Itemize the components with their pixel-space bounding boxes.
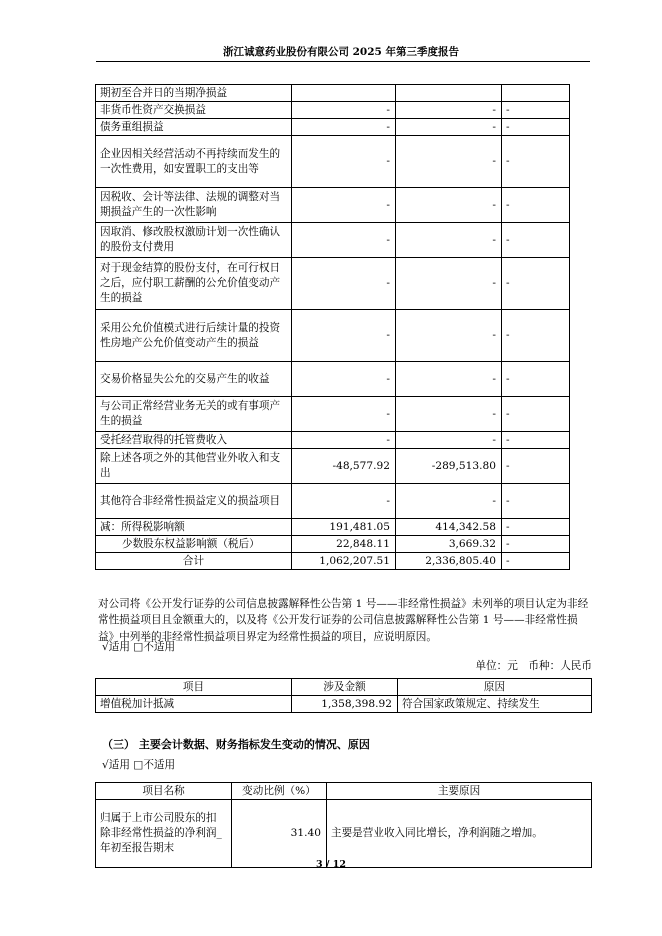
- row-label-cell: 交易价格显失公允的交易产生的收益: [96, 362, 292, 397]
- table-row: [96, 432, 570, 449]
- table-header-cell: 项目名称: [96, 783, 232, 800]
- table-header-cell: 原因: [398, 679, 592, 696]
- table-row: [96, 449, 570, 484]
- value-cell: -: [396, 362, 502, 397]
- value-cell: [292, 85, 396, 102]
- table-header-cell: 涉及金额: [292, 679, 398, 696]
- value-cell: -: [292, 119, 396, 136]
- value-cell: 22,848.11: [292, 536, 396, 553]
- row-label-cell: 除上述各项之外的其他营业外收入和支出: [96, 449, 292, 484]
- table-row: [96, 362, 570, 397]
- value-cell: -: [292, 188, 396, 223]
- row-label-cell: 非货币性资产交换损益: [96, 102, 292, 119]
- applicability-checkbox-line: √适用 □不适用: [102, 759, 176, 771]
- value-cell: [396, 85, 502, 102]
- value-cell: -: [396, 119, 502, 136]
- value-cell: 2,336,805.40: [396, 553, 502, 570]
- value-cell: -: [396, 258, 502, 310]
- table-row: [96, 258, 570, 310]
- table-row: [96, 102, 570, 119]
- table-row: [96, 188, 570, 223]
- value-cell: -: [292, 310, 396, 362]
- table-cell: 归属于上市公司股东的扣除非经常性损益的净利润_年初至报告期末: [96, 800, 232, 868]
- row-label-cell: 少数股东权益影响额（税后）: [96, 536, 292, 553]
- row-label-cell: 采用公允价值模式进行后续计量的投资性房地产公允价值变动产生的损益: [96, 310, 292, 362]
- value-cell: 1,062,207.51: [292, 553, 396, 570]
- row-label-cell: 因取消、修改股权激励计划一次性确认的股份支付费用: [96, 223, 292, 258]
- value-cell: -48,577.92: [292, 449, 396, 484]
- table-cell: 增值税加计抵减: [96, 696, 292, 713]
- change-reason-table: [95, 782, 592, 868]
- value-cell: -: [396, 397, 502, 432]
- value-cell: -: [396, 188, 502, 223]
- header-divider: [96, 61, 590, 62]
- table-row: [96, 119, 570, 136]
- table-row: [96, 536, 570, 553]
- value-cell: [502, 85, 570, 102]
- value-cell: -: [502, 136, 570, 188]
- row-label-cell: 因税收、会计等法律、法规的调整对当期损益产生的一次性影响: [96, 188, 292, 223]
- table-row: [96, 136, 570, 188]
- value-cell: -: [292, 484, 396, 519]
- row-label-cell: 减：所得税影响额: [96, 519, 292, 536]
- value-cell: -: [292, 258, 396, 310]
- row-label-cell: 对于现金结算的股份支付，在可行权日之后，应付职工薪酬的公允价值变动产生的损益: [96, 258, 292, 310]
- table-header-cell: 变动比例（%）: [232, 783, 327, 800]
- value-cell: -: [396, 310, 502, 362]
- table-row: [96, 223, 570, 258]
- table-header-cell: 项目: [96, 679, 292, 696]
- value-cell: -: [502, 484, 570, 519]
- value-cell: -: [396, 223, 502, 258]
- value-cell: -: [396, 136, 502, 188]
- value-cell: -: [502, 432, 570, 449]
- page-header-title: 浙江诚意药业股份有限公司 2025 年第三季度报告: [222, 46, 460, 58]
- value-cell: -: [396, 484, 502, 519]
- value-cell: -: [502, 188, 570, 223]
- table-row: [96, 397, 570, 432]
- value-cell: -: [292, 397, 396, 432]
- value-cell: -: [502, 553, 570, 570]
- value-cell: -289,513.80: [396, 449, 502, 484]
- value-cell: -: [502, 397, 570, 432]
- table-cell: 主要是营业收入同比增长，净利润随之增加。: [327, 800, 592, 868]
- value-cell: -: [502, 223, 570, 258]
- value-cell: 3,669.32: [396, 536, 502, 553]
- table-row: [96, 310, 570, 362]
- value-cell: -: [502, 102, 570, 119]
- page-number: 3 / 12: [316, 859, 346, 870]
- value-cell: -: [396, 432, 502, 449]
- value-cell: -: [292, 362, 396, 397]
- section-heading: （三） 主要会计数据、财务指标发生变动的情况、原因: [102, 738, 370, 751]
- value-cell: -: [502, 362, 570, 397]
- table-cell: 符合国家政策规定、持续发生: [398, 696, 592, 713]
- unit-currency-line: 单位：元 币种：人民币: [475, 660, 592, 672]
- row-label-cell: 与公司正常经营业务无关的或有事项产生的损益: [96, 397, 292, 432]
- value-cell: -: [292, 102, 396, 119]
- table-row: [96, 85, 570, 102]
- applicability-checkbox-line: √适用 □不适用: [102, 641, 176, 653]
- value-cell: -: [292, 223, 396, 258]
- value-cell: -: [502, 310, 570, 362]
- value-cell: -: [292, 432, 396, 449]
- non-recurring-items-table: [95, 84, 570, 570]
- table-header-cell: 主要原因: [327, 783, 592, 800]
- value-cell: 414,342.58: [396, 519, 502, 536]
- value-cell: -: [502, 258, 570, 310]
- row-label-cell: 期初至合并日的当期净损益: [96, 85, 292, 102]
- recurring-item-table: [95, 678, 592, 713]
- row-label-cell: 合计: [96, 553, 292, 570]
- row-label-cell: 其他符合非经常性损益定义的损益项目: [96, 484, 292, 519]
- table-row: [96, 553, 570, 570]
- value-cell: -: [396, 102, 502, 119]
- table-row: [96, 484, 570, 519]
- value-cell: -: [502, 449, 570, 484]
- table-cell: 1,358,398.92: [292, 696, 398, 713]
- row-label-cell: 受托经营取得的托管费收入: [96, 432, 292, 449]
- row-label-cell: 企业因相关经营活动不再持续而发生的一次性费用，如安置职工的支出等: [96, 136, 292, 188]
- row-label-cell: 债务重组损益: [96, 119, 292, 136]
- table-cell: 31.40: [232, 800, 327, 868]
- value-cell: 191,481.05: [292, 519, 396, 536]
- value-cell: -: [502, 119, 570, 136]
- disclosure-paragraph: 对公司将《公开发行证券的公司信息披露解释性公告第 1 号——非经常性损益》未列举的项目认定为非经常性损益项目且金额重大的，以及将《公开发行证券的公司信息披露解释性公告第 1 号——非经常性损益》中列举的非经常性损益项目界定为经常性损益的项目，应说明原因。: [98, 598, 589, 643]
- table-row: [96, 519, 570, 536]
- value-cell: -: [292, 136, 396, 188]
- value-cell: -: [502, 536, 570, 553]
- value-cell: -: [502, 519, 570, 536]
